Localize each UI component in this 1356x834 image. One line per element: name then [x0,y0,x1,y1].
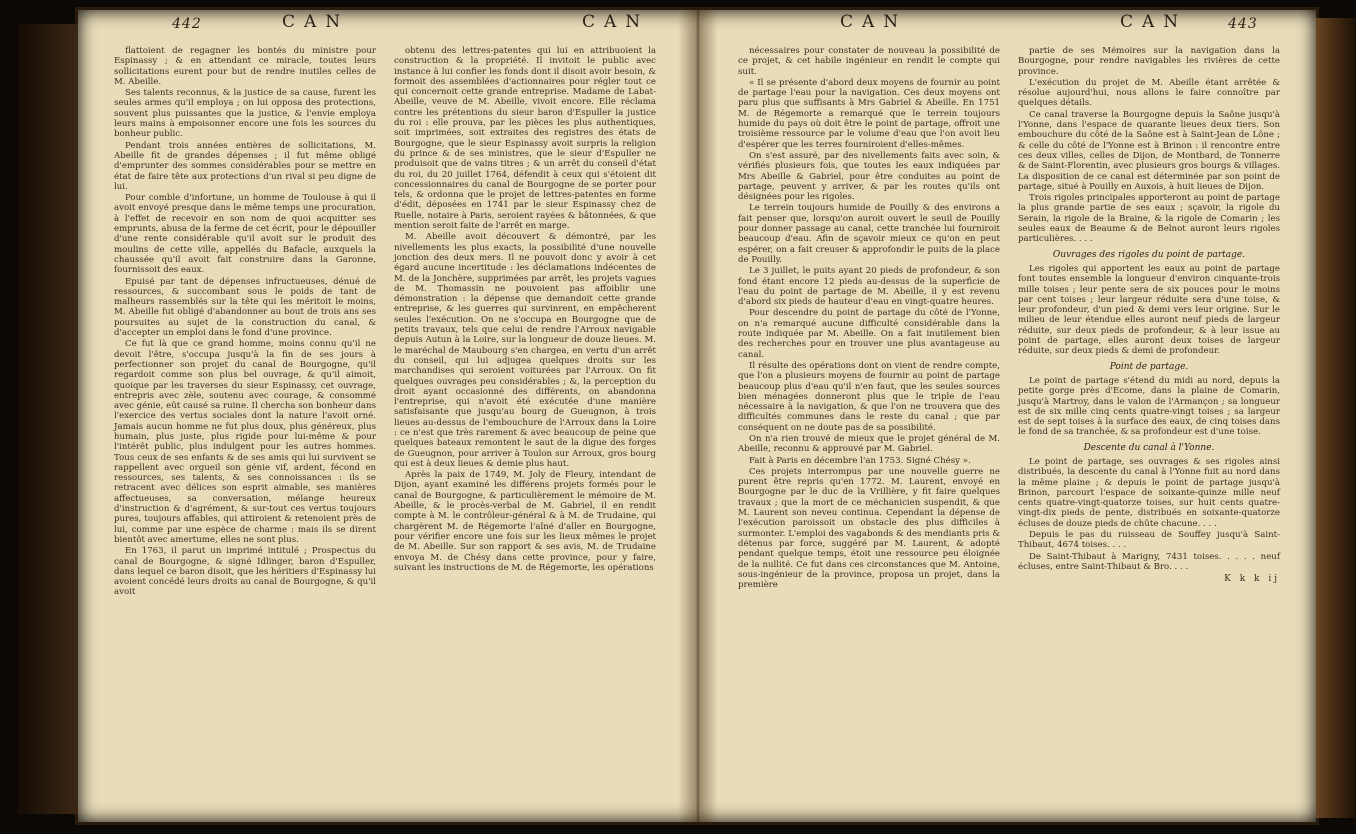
book-edge-left [18,24,78,814]
left-page-number: 442 [172,16,202,32]
paragraph: obtenu des lettres-patentes qui lui en attribuoient la construction & la propriété. Il invitoit le public avec instance à lui confier les fonds dont il disoit avoir besoin, & formoit des assemblées d'actionnaires pour régler tout ce qui concernoit cette grande entreprise. Madame de Labat-Abeille, veuve de M. Abeille, vivoit encore. Elle réclama contre les prétentions du sieur baron d'Espuller la justice du roi : elle prouva, par les pièces les plus authentiques, soit imprimées, soit extraites des registres des états de Bourgogne, que le sieur Espinassy avoit surpris la religion du prince & de ses ministres, que le sieur d'Espuller ne produisoit que de vains titres ; & un arrêt du conseil d'état du roi, du 20 juillet 1764, défendit à ceux qui s'étoient dit concessionnaires du canal de Bourgogne de se porter pour tels, & ordonna que le projet de lettres-patentes en forme d'édit, déposées en 1741 par le sieur Espinassy chez de Ruelle, notaire à Paris, seroient rayées & bâtonnées, & que mention seroit faite de l'arrêt en marge. [394,46,656,232]
paragraph: Les rigoles qui apportent les eaux au point de partage font toutes ensemble la longueur d'environ cinquante-trois mille toises ; leur pente sera de six pouces pour le moins par cent toises ; leur largeur réduite sera d'une toise, & leur profondeur, d'un pied & demi vers leur origine. Sur le milieu de leur étendue elles auront neuf pieds de largeur réduite, sur deux pieds de profondeur, & à leur issue au point de partage, elles auront deux toises de largeur réduite, sur deux pieds & demi de profondeur. [1018,263,1280,357]
book-edge-right [1316,18,1356,818]
left-page [104,12,664,816]
left-column-2 [394,46,656,574]
right-running-head-2: CAN [1120,12,1188,32]
paragraph: On n'a rien trouvé de mieux que le projet général de M. Abeille, reconnu & approuvé par M. Gabriel. [738,433,1000,455]
left-page-header [104,12,664,40]
paragraph: M. Abeille avoit découvert & démontré, par les nivellements les plus exacts, la possibilité d'une nouvelle jonction des deux mers. Il ne pouvoit donc y avoir à cet égard aucune incertitude : les déclamations indécentes de M. de la Jonchère, supprimées par arrêt, les projets vagues de M. Thomassin ne pouvoient pas affoiblir une démonstration : la dépense que demandoit cette grande entreprise, & les guerres qui survinrent, en empêcherent seules l'exécution. On ne s'occupa en Bourgogne que de petits travaux, tels que celui de rendre l'Arroux navigable depuis Autun à la Loire, sur la longueur de douze lieues. M. le maréchal de Maubourg s'en chargea, en vertu d'un arrêt du conseil, qui lui adjugea quelques droits sur les marchandises qui seroient voiturées par l'Arroux. On fit quelques ouvrages peu considérables ; &, la perception du droit ayant occasionné des différents, on abandonna l'entreprise, qui n'avoit été exécutée d'une manière satisfaisante que jusqu'au bourg de Gueugnon, à trois lieues au-dessus de l'embouchure de l'Arroux dans la Loire : ce n'est que très rarement & avec beaucoup de peine que quelques bateaux remontent le saut de la digue des forges de Gueugnon, pour arriver à Toulon sur Arroux, gros bourg qui est à deux lieues & demie plus haut. [394,232,656,469]
paragraph: On s'est assuré, par des nivellements faits avec soin, & vérifiés plusieurs fois, que toutes les eaux indiquées par Mrs Abeille & Gabriel, pour être conduites au point de partage, peuvent y arriver, & par les routes qu'ils ont désignées pour les rigoles. [738,150,1000,203]
section-heading: Point de partage. [1109,361,1189,372]
paragraph: En 1763, il parut un imprimé intitulé ; Prospectus du canal de Bourgogne, & signé Idlinger, baron d'Espuller, dans lequel ce baron disoit, que les héritiers d'Espinassy lui avoient concédé leurs droits au canal de Bourgogne, & qu'il avoit [114,546,376,598]
paragraph: flattoient de regagner les bontés du ministre pour Espinassy ; & en attendant ce miracle, toutes leurs sollicitations eurent pour but de rendre inutiles celles de M. Abeille. [114,46,376,87]
paragraph: Trois rigoles principales apporteront au point de partage la plus grande partie de ses eaux ; sçavoir, la rigole du Serain, la rigole de la Braine, & la rigole de Comarin ; les seules eaux de Beaume & de Belnot auront leurs rigoles particulières. . . . [1018,193,1280,245]
paragraph: Après la paix de 1749, M. Joly de Fleury, intendant de Dijon, ayant examiné les différens projets formés pour le canal de Bourgogne, & particulièrement le mémoire de M. Abeille, & le procès-verbal de M. Gabriel, il en rendit compte à M. le contrôleur-général & à M. de Trudaine, qui chargèrent M. de Régemorte l'aîné d'aller en Bourgogne, pour vérifier encore une fois sur les lieux mêmes le projet de M. Abeille. Sur son rapport & ses avis, M. de Trudaine envoya M. de Chésy dans cette province, pour y faire, suivant les instructions de M. de Régemorte, les opérations [394,470,656,573]
paragraph: Depuis le pas du ruisseau de Souffey jusqu'à Saint-Thibaut, 4674 toises. . . . [1018,530,1280,551]
book-gutter [678,10,718,822]
left-column-1 [114,46,376,599]
right-page-number: 443 [1228,16,1258,32]
paragraph: De Saint-Thibaut à Marigny, 7431 toises. . . . . neuf écluses, entre Saint-Thibaut & Bro. . . . [1018,551,1280,572]
right-page-header [728,12,1288,40]
paragraph: nécessaires pour constater de nouveau la possibilité de ce projet, & cet habile ingénieur en rendit le compte qui suit. [738,46,1000,77]
paragraph: Pour descendre du point de partage du côté de l'Yonne, on n'a remarqué aucune difficulté considérable dans la route indiquée par M. Abeille. On a fait inutilement bien des recherches pour en trouver une plus avantageuse au canal. [738,308,1000,360]
paragraph: Le point de partage s'étend du midi au nord, depuis la petite gorge près d'Ecome, dans la plaine de Comarin, jusqu'à Martroy, dans le valon de l'Armançon ; sa longueur est de six mille cinq cents quatre-vingt toises ; sa largeur est de sept toises à la surface des eaux, de cinq toises dans le fond de sa tranchée, & sa profondeur est d'une toise. [1018,375,1280,438]
signature-mark: K k k ij [1224,574,1280,585]
right-column-1 [738,46,1000,591]
paragraph: L'exécution du projet de M. Abeille étant arrêtée & résolue aujourd'hui, nous allons le faire connoître par quelques détails. [1018,77,1280,109]
right-page [728,12,1288,816]
left-running-head: CAN [282,12,350,32]
paragraph: Pour comble d'infortune, un homme de Toulouse à qui il avoit envoyé presque dans le même temps une procuration, à l'effet de recevoir en son nom de quoi acquitter ses emprunts, abusa de la ferme de cet écrit, pour le dépouiller d'une rente considérable qu'il avoit sur le produit des moulins de cette ville, appellés du Bafacle, auxquels la chaussée qu'il avoit fait construire dans la Garonne, fournissoit des eaux. [114,193,376,276]
left-running-head-2: CAN [582,12,650,32]
paragraph: Ses talents reconnus, & la justice de sa cause, furent les seules armes qu'il employa ; on lui opposa des protections, souvent plus puissantes que la justice, & l'envie employa leurs mains à empoisonner encore une fois les sources du bonheur public. [114,88,376,140]
paragraph: Ce fut là que ce grand homme, moins connu qu'il ne devoit l'être, s'occupa jusqu'à la fin de ses jours à perfectionner son projet du canal de Bourgogne, qu'il regardoit comme son plus bel ouvrage, & qu'il aimoit, quoique par les traverses du sieur Espinassy, cet ouvrage, entrepris avec zèle, soutenu avec courage, & consommé avec génie, eût causé sa ruine. Il chercha son bonheur dans l'exercice des vertus sociales dont la nature l'avoit orné. Jamais aucun homme ne fut plus doux, plus généreux, plus humain, plus juste, plus rigide pour lui-même & pour l'intérêt public, plus indulgent pour les autres hommes. Tous ceux de ses enfants & de ses amis qui lui survivent se rappellent avec orgueil son génie vif, ardent, fécond en ressources, ses talents, & ses connoissances : ils se retracent avec délices son esprit aimable, ses manières affectueuses, sa conversation, mélange heureux d'instruction & d'agrément, & sur-tout ces vertus toujours pures, toujours affables, qui attiroient & retenoient près de lui, comme par une espèce de charme : mais ils se dirent bientôt avec amertume, elles ne sont plus. [114,339,376,545]
paragraph: Il résulte des opérations dont on vient de rendre compte, que l'on a plusieurs moyens de fournir au point de partage beaucoup plus d'eau qu'il n'en faut, que les seules sources bien ménagées donneront plus que le triple de l'eau nécessaire à la navigation, & que l'on ne trouvera que des difficultés communes dans le reste du canal ; que par conséquent on ne doute pas de sa possibilité. [738,360,1000,433]
paragraph: Ce canal traverse la Bourgogne depuis la Saône jusqu'à l'Yonne, dans l'espace de quarante lieues deux tiers. Son embouchure du côté de la Saône est à Saint-Jean de Lône ; & celle du côté de l'Yonne est à Brinon : il rencontre entre ces deux villes, celles de Dijon, de Montbard, de Tonnerre & de Saint-Florentin, avec plusieurs gros bourgs & villages. La disposition de ce canal est déterminée par son point de partage, situé à Pouilly en Auxois, à huit lieues de Dijon. [1018,109,1280,192]
paragraph: partie de ses Mémoires sur la navigation dans la Bourgogne, pour rendre navigables les rivières de cette province. [1018,46,1280,77]
paragraph: Le 3 juillet, le puits ayant 20 pieds de profondeur, & son fond étant encore 12 pieds au-dessus de la superficie de l'eau du point de partage de M. Abeille, il y est revenu d'abord six pieds de hauteur d'eau en vingt-quatre heures. [738,266,1000,308]
paragraph: Fait à Paris en décembre l'an 1753. Signé Chésy ». [749,455,971,466]
right-running-head: CAN [840,12,908,32]
section-heading: Ouvrages des rigoles du point de partage. [1052,249,1246,260]
paragraph: Ces projets interrompus par une nouvelle guerre ne purent être repris qu'en 1772. M. Laurent, envoyé en Bourgogne par le duc de la Vrillière, y fit faire quelques travaux ; que la mort de ce méchanicien suspendit, & que M. Laurent son neveu continua. Cependant la dépense de l'exécution paroissoit un obstacle des plus difficiles à surmonter. L'emploi des vagabonds & des mendiants pris & détenus par force, suggéré par M. Laurent, & adopté pendant quelque temps, étoit une ressource peu éloignée de la nullité. Ce fut dans ces circonstances que M. Antoine, sous-ingénieur de la province, proposa un projet, dans la première [738,466,1000,591]
open-book [78,10,1316,822]
paragraph: Epuisé par tant de dépenses infructueuses, dénué de ressources, & succombant sous le poids de tant de malheurs rassemblés sur la tête qui les méritoit le moins, M. Abeille fut obligé d'abandonner au bout de trois ans ses poursuites au sujet de la construction du canal, & d'accepter un emploi dans le fond d'une province. [114,276,376,339]
right-column-2 [1018,46,1280,585]
paragraph: Le terrein toujours humide de Pouilly & des environs a fait penser que, lorsqu'on auroit ouvert le seuil de Pouilly pour donner passage au canal, cette tranchée lui fourniroit beaucoup d'eau. Afin de sçavoir mieux ce qu'on en peut espérer, on a fait creuser & approfondir le puits de la place de Pouilly. [738,203,1000,265]
paragraph: Le point de partage, ses ouvrages & ses rigoles ainsi distribués, la descente du canal à l'Yonne fuit au nord dans la même plaine ; & depuis le point de partage jusqu'à Brinon, parcourt l'espace de soixante-quinze mille neuf cents quatre-vingt-quatorze toises, sur huit cents quatre-vingt-dix pieds de pente, distribués en soixante-quatorze écluses de douze pieds de chûte chacune. . . . [1018,456,1280,529]
paragraph: Pendant trois années entières de sollicitations, M. Abeille fit de grandes dépenses ; il fut même obligé d'emprunter des sommes considérables pour se mettre en état de faire tête aux protections d'un rival si peu digne de lui. [114,140,376,192]
paragraph: « Il se présente d'abord deux moyens de fournir au point de partage l'eau pour la navigation. Ces deux moyens ont paru plus que suffisants à Mrs Gabriel & Abeille. En 1751 M. de Régemorte a remarqué que le terrein toujours humide du pays où doit être le point de partage, offroit une troisième ressource par le volume d'eau que l'on avoit lieu d'espérer que les terres fourniroient d'elles-mêmes. [738,77,1000,150]
section-heading: Descente du canal à l'Yonne. [1083,442,1215,453]
